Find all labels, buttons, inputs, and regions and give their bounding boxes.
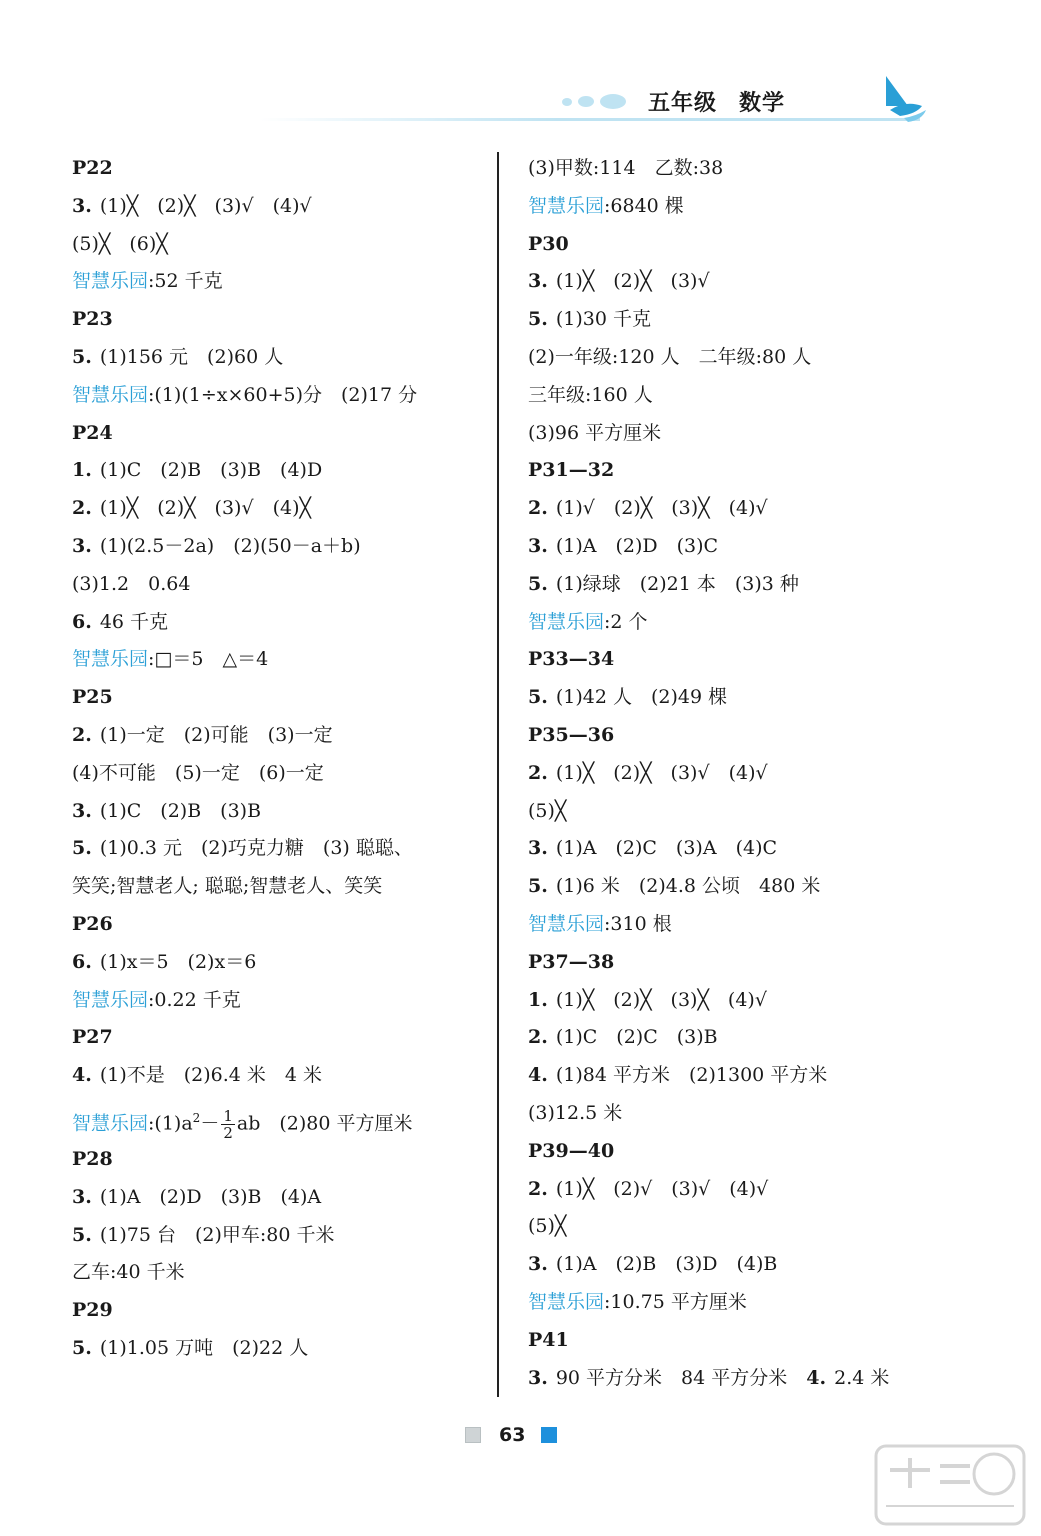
gray-square-icon <box>465 1427 481 1443</box>
answer-line <box>72 717 492 755</box>
question-number: 3. <box>528 1366 548 1389</box>
answer-line <box>528 188 948 226</box>
answer-text: (1)0.3 元 (2)巧克力糖 (3) 聪聪、 <box>99 837 413 860</box>
question-number: 1. <box>528 988 548 1011</box>
watermark-stamp <box>870 1440 1030 1530</box>
answer-text: (1)不是 (2)6.4 米 4 米 <box>99 1064 323 1087</box>
grade-label: 五年级 <box>648 91 718 116</box>
answer-line <box>72 982 492 1020</box>
answer-line <box>528 1057 948 1095</box>
answer-text: (3)12.5 米 <box>528 1101 623 1124</box>
subject-label: 数学 <box>739 91 786 116</box>
answer-line <box>72 263 492 301</box>
page-heading: P29 <box>72 1299 113 1322</box>
answer-line <box>528 868 948 906</box>
answer-line <box>72 1254 492 1292</box>
section-label: 智慧乐园 <box>72 648 149 671</box>
answer-line <box>72 1330 492 1368</box>
answer-line <box>528 641 948 679</box>
answer-text: (3)甲数:114 乙数:38 <box>528 157 724 179</box>
answer-line <box>72 868 492 906</box>
answer-text: (1)╳ (2)╳ (3)√ (4)√ <box>555 761 768 784</box>
answer-text: (1)A (2)D (3)C <box>555 534 719 557</box>
answer-text: (2)一年级:120 人 二年级:80 人 <box>528 345 812 368</box>
page-heading: P26 <box>72 912 113 935</box>
answer-line <box>72 301 492 339</box>
answer-line <box>528 566 948 604</box>
answer-line <box>72 1095 492 1141</box>
question-number: 3. <box>72 799 92 822</box>
question-number: 5. <box>528 875 548 898</box>
question-number: 4. <box>72 1064 92 1087</box>
answer-line <box>72 755 492 793</box>
answer-line <box>528 1246 948 1284</box>
section-label: 智慧乐园 <box>528 610 605 633</box>
answer-text: (1)84 平方米 (2)1300 平方米 <box>555 1064 828 1087</box>
question-number: 2. <box>528 761 548 784</box>
answer-text: :10.75 平方厘米 <box>604 1290 747 1313</box>
answer-text: － <box>200 1112 220 1135</box>
answer-text: :(1)a <box>148 1112 193 1135</box>
answer-line <box>528 604 948 642</box>
answer-line <box>528 679 948 717</box>
blue-square-icon <box>541 1427 557 1443</box>
page-heading: P33—34 <box>528 648 615 671</box>
answer-text: (5)╳ <box>528 1215 567 1238</box>
page-heading: P24 <box>72 421 113 444</box>
answer-line <box>72 339 492 377</box>
question-number: 1. <box>72 459 92 482</box>
section-label: 智慧乐园 <box>528 194 605 217</box>
fraction-numerator: 1 <box>223 1106 233 1125</box>
section-label: 智慧乐园 <box>528 912 605 935</box>
answer-text: (1)156 元 (2)60 人 <box>99 345 284 368</box>
question-number: 3. <box>528 837 548 860</box>
answer-text: ab (2)80 平方厘米 <box>236 1112 413 1135</box>
answer-text: (1)6 米 (2)4.8 公顷 480 米 <box>555 875 821 898</box>
answer-line <box>72 830 492 868</box>
question-number: 2. <box>528 497 548 520</box>
answer-text: (1)╳ (2)╳ (3)√ <box>555 270 710 293</box>
question-number: 4. <box>806 1366 827 1389</box>
section-label: 智慧乐园 <box>72 1112 149 1135</box>
question-number: 5. <box>72 1336 92 1359</box>
answer-text: :0.22 千克 <box>148 988 241 1011</box>
answer-line <box>528 452 948 490</box>
answer-text: (1)(2.5－2a) (2)(50－a＋b) <box>99 534 361 557</box>
answer-text: 三年级:160 人 <box>528 383 653 406</box>
answer-text: (1)╳ (2)√ (3)√ (4)√ <box>555 1177 769 1200</box>
answer-text: :2 个 <box>604 610 648 633</box>
answer-line <box>72 528 492 566</box>
answer-text: (1)A (2)C (3)A (4)C <box>555 837 778 860</box>
answer-text: 90 平方分米 84 平方分米 <box>555 1366 807 1389</box>
answer-line <box>72 1292 492 1330</box>
answer-line <box>72 679 492 717</box>
question-number: 3. <box>72 534 92 557</box>
answer-line <box>72 1057 492 1095</box>
answer-text: (5)╳ (6)╳ <box>72 232 168 255</box>
answer-text: (1)42 人 (2)49 棵 <box>555 686 728 709</box>
answer-line <box>72 793 492 831</box>
answer-line <box>528 982 948 1020</box>
question-number: 2. <box>528 1026 548 1049</box>
question-number: 3. <box>72 1185 92 1208</box>
answer-text: (1)╳ (2)╳ (3)√ (4)╳ <box>99 497 311 520</box>
answer-line <box>528 415 948 453</box>
question-number: 2. <box>72 723 92 746</box>
question-number: 2. <box>528 1177 548 1200</box>
answer-text: 2.4 米 <box>834 1366 890 1389</box>
answer-text: (1)A (2)D (3)B (4)A <box>99 1185 322 1208</box>
question-number: 6. <box>72 610 92 633</box>
answer-line <box>72 150 492 188</box>
answer-text: (1)x＝5 (2)x＝6 <box>99 950 257 973</box>
question-number: 5. <box>528 686 548 709</box>
question-number: 6. <box>72 950 92 973</box>
answer-text: (3)1.2 0.64 <box>72 572 191 595</box>
answer-text: 46 千克 <box>99 610 169 633</box>
left-answer-column <box>72 150 492 1368</box>
answer-line <box>528 1322 948 1360</box>
answer-line <box>528 717 948 755</box>
answer-text: (1)75 台 (2)甲车:80 千米 <box>99 1223 335 1246</box>
section-label: 智慧乐园 <box>72 988 149 1011</box>
answer-text: (3)96 平方厘米 <box>528 421 662 444</box>
answer-line <box>528 226 948 264</box>
answer-text: (1)A (2)B (3)D (4)B <box>555 1253 778 1276</box>
answer-line <box>72 226 492 264</box>
answer-text: :6840 棵 <box>604 194 684 217</box>
answer-line <box>72 188 492 226</box>
page-heading: P28 <box>72 1147 113 1170</box>
right-answer-column <box>528 150 948 1397</box>
page-heading: P27 <box>72 1026 113 1049</box>
page-header <box>0 0 1041 140</box>
answer-line <box>528 1095 948 1133</box>
answer-text: (1)C (2)B (3)B (4)D <box>99 459 323 482</box>
answer-text: (1)╳ (2)╳ (3)╳ (4)√ <box>555 988 767 1011</box>
question-number: 3. <box>72 194 92 217</box>
answer-line <box>72 944 492 982</box>
exponent: 2 <box>192 1110 201 1125</box>
answer-line <box>528 1360 948 1398</box>
answer-text: 笑笑;智慧老人; 聪聪;智慧老人、笑笑 <box>72 875 383 898</box>
page-heading: P22 <box>72 157 113 179</box>
answer-line <box>72 490 492 528</box>
page-heading: P35—36 <box>528 723 615 746</box>
question-number: 3. <box>528 1253 548 1276</box>
question-number: 3. <box>528 534 548 557</box>
answer-line <box>528 793 948 831</box>
page-heading: P30 <box>528 232 569 255</box>
answer-line <box>72 604 492 642</box>
answer-text: 乙车:40 千米 <box>72 1261 185 1284</box>
page-heading: P39—40 <box>528 1139 615 1162</box>
answer-text: (1)√ (2)╳ (3)╳ (4)√ <box>555 497 768 520</box>
column-divider <box>497 152 499 1397</box>
answer-text: (1)一定 (2)可能 (3)一定 <box>99 723 333 746</box>
answer-line <box>72 452 492 490</box>
page-heading: P23 <box>72 308 113 331</box>
question-number: 5. <box>72 837 92 860</box>
answer-line <box>528 528 948 566</box>
answer-text: (1)C (2)C (3)B <box>555 1026 718 1049</box>
question-number: 3. <box>528 270 548 293</box>
section-label: 智慧乐园 <box>72 270 149 293</box>
answer-text: (1)绿球 (2)21 本 (3)3 种 <box>555 572 799 595</box>
answer-line <box>72 641 492 679</box>
answer-line <box>72 415 492 453</box>
answer-line <box>72 1141 492 1179</box>
question-number: 2. <box>72 497 92 520</box>
answer-text: (4)不可能 (5)一定 (6)一定 <box>72 761 324 784</box>
header-rule <box>260 118 920 121</box>
answer-line <box>72 906 492 944</box>
answer-line <box>528 906 948 944</box>
page-number: 63 <box>499 1424 526 1446</box>
answer-text: (5)╳ <box>528 799 567 822</box>
header-title <box>648 86 807 117</box>
answer-text: (1)1.05 万吨 (2)22 人 <box>99 1336 309 1359</box>
answer-text: :□＝5 △＝4 <box>148 648 269 671</box>
answer-line <box>528 301 948 339</box>
answer-text: :(1)(1÷x×60+5)分 (2)17 分 <box>148 383 418 406</box>
answer-text: (1)30 千克 <box>555 308 651 331</box>
question-number: 5. <box>528 572 548 595</box>
answer-line <box>72 566 492 604</box>
answer-line <box>528 150 948 188</box>
question-number: 4. <box>528 1064 548 1087</box>
page-heading: P25 <box>72 686 113 709</box>
answer-line <box>528 339 948 377</box>
answer-line <box>72 377 492 415</box>
answer-line <box>528 1133 948 1171</box>
answer-line <box>72 1019 492 1057</box>
page-heading: P31—32 <box>528 459 615 482</box>
section-label: 智慧乐园 <box>528 1290 605 1313</box>
answer-line <box>528 1284 948 1322</box>
question-number: 5. <box>528 308 548 331</box>
answer-line <box>528 830 948 868</box>
answer-line <box>528 944 948 982</box>
answer-line <box>528 755 948 793</box>
answer-line <box>528 1208 948 1246</box>
answer-text: (1)╳ (2)╳ (3)√ (4)√ <box>99 194 312 217</box>
fraction <box>221 1108 235 1141</box>
fraction-denominator: 2 <box>223 1123 233 1142</box>
answer-line <box>72 1217 492 1255</box>
answer-line <box>72 1179 492 1217</box>
section-label: 智慧乐园 <box>72 383 149 406</box>
question-number: 5. <box>72 1223 92 1246</box>
answer-text: :310 根 <box>604 912 672 935</box>
question-number: 5. <box>72 345 92 368</box>
answer-line <box>528 490 948 528</box>
page-heading: P37—38 <box>528 950 615 973</box>
answer-text: (1)C (2)B (3)B <box>99 799 262 822</box>
page-heading: P41 <box>528 1328 569 1351</box>
answer-line <box>528 377 948 415</box>
answer-line <box>528 1171 948 1209</box>
answer-line <box>528 1019 948 1057</box>
answer-text: :52 千克 <box>148 270 223 293</box>
answer-line <box>528 263 948 301</box>
sail-logo-icon <box>876 70 930 124</box>
